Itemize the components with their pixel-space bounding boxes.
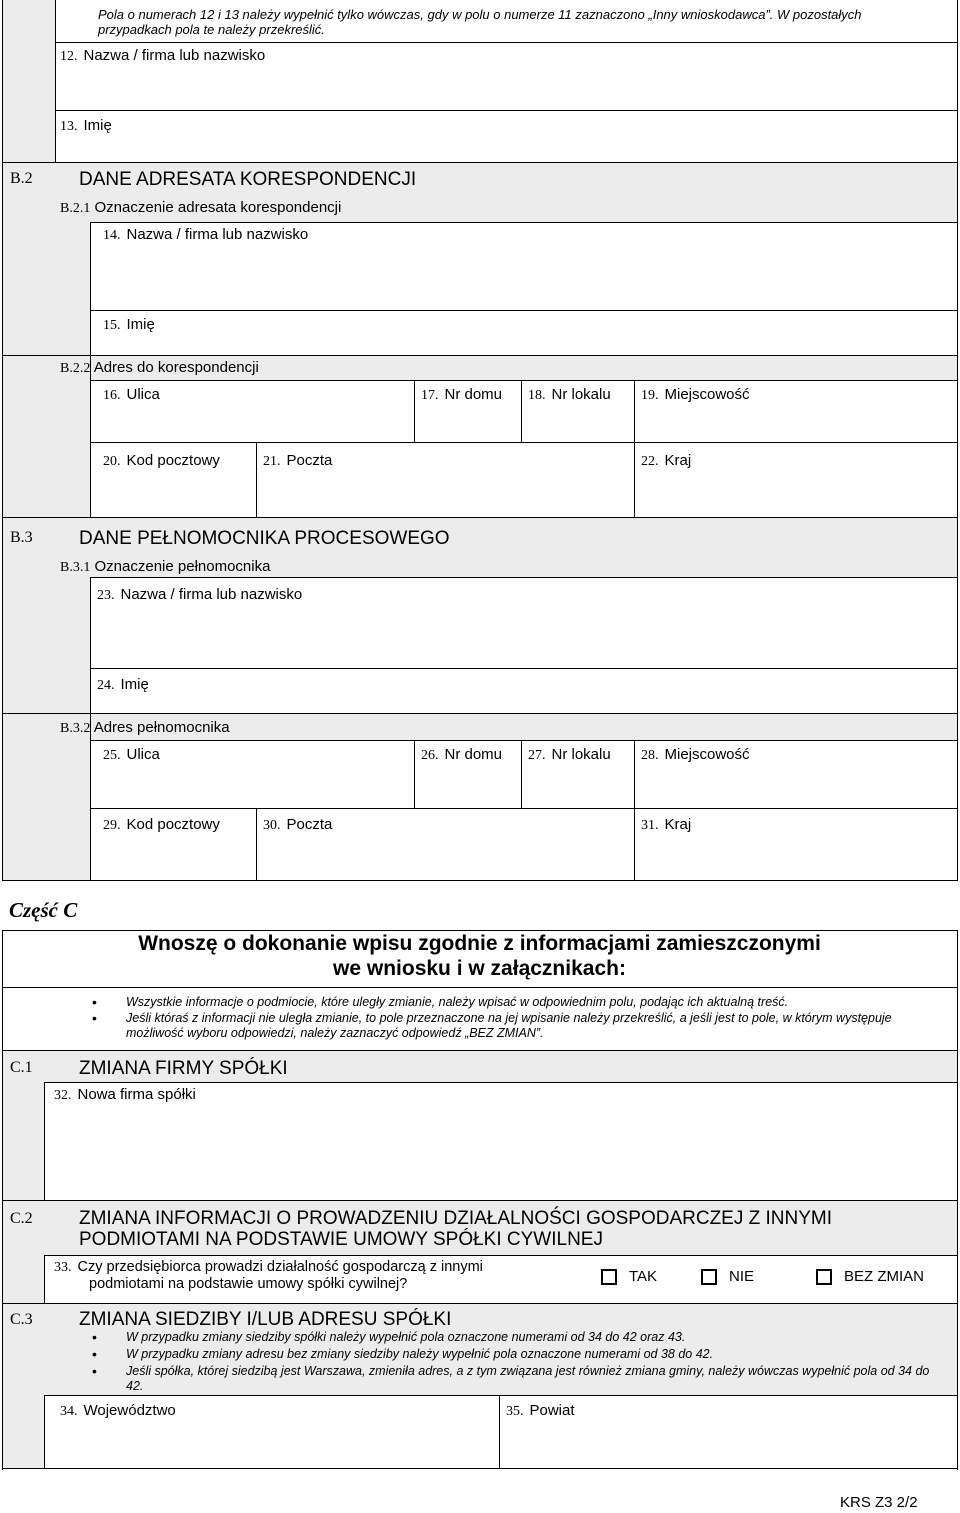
instruction-note: Pola o numerach 12 i 13 należy wypełnić tylko wówczas, gdy w polu o numerze 11 zaznaczono „Inny wnioskodawca”. W pozostałych przypadkach pola te należy przekreślić. xyxy=(98,7,862,37)
field-18[interactable]: 18. Nr lokalu xyxy=(528,386,611,403)
subsection-title: B.3.2 Adres pełnomocnika xyxy=(60,719,230,736)
section-number: C.1 xyxy=(10,1059,33,1076)
subsection-title: B.2.1 Oznaczenie adresata korespondencji xyxy=(60,199,342,216)
field-26[interactable]: 26. Nr domu xyxy=(421,746,503,763)
page-footer: KRS Z3 2/2 xyxy=(840,1494,918,1511)
field-32[interactable]: 32. Nowa firma spółki xyxy=(54,1086,196,1103)
label-column-bg xyxy=(2,1395,44,1468)
section-number: B.3 xyxy=(10,529,33,546)
field-27[interactable]: 27. Nr lokalu xyxy=(528,746,611,763)
part-c-heading: Część C xyxy=(9,898,78,922)
section-number: C.3 xyxy=(10,1311,33,1328)
section-title: DANE ADRESATA KORESPONDENCJI xyxy=(79,169,417,190)
instruction-bullet: • W przypadku zmiany adresu bez zmiany siedziby należy wypełnić pola oznaczone numerami od 38 do 42. xyxy=(126,1347,926,1362)
section-title: DANE PEŁNOMOCNIKA PROCESOWEGO xyxy=(79,528,450,549)
instruction-bullet: • Wszystkie informacje o podmiocie, które uległy zmianie, należy wpisać w odpowiednim polu, podając ich aktualną treść. xyxy=(126,995,926,1010)
field-20[interactable]: 20. Kod pocztowy xyxy=(103,452,220,469)
instruction-bullet: • Jeśli spółka, której siedzibą jest Warszawa, zmieniła adres, a z tym związana jest również zmiana gminy, należy wówczas wypełnić pola od 34 do 42. xyxy=(126,1364,941,1394)
section-title: ZMIANA FIRMY SPÓŁKI xyxy=(79,1058,288,1079)
checkbox-icon[interactable] xyxy=(701,1269,717,1285)
field-23[interactable]: 23. Nazwa / firma lub nazwisko xyxy=(97,586,303,603)
field-14[interactable]: 14. Nazwa / firma lub nazwisko xyxy=(103,226,309,243)
field-15[interactable]: 15. Imię xyxy=(103,316,155,333)
label-column-bg xyxy=(2,1255,44,1303)
field-12[interactable]: 12. Nazwa / firma lub nazwisko xyxy=(60,47,266,64)
field-34[interactable]: 34. Województwo xyxy=(60,1402,176,1419)
instruction-bullet: • W przypadku zmiany siedziby spółki należy wypełnić pola oznaczone numerami od 34 do 42 oraz 43. xyxy=(126,1330,926,1345)
subsection-title: B.3.1 Oznaczenie pełnomocnika xyxy=(60,558,271,575)
option-nie[interactable]: NIE xyxy=(701,1268,754,1285)
field-28[interactable]: 28. Miejscowość xyxy=(641,746,750,763)
section-number: B.2 xyxy=(10,170,33,187)
field-16[interactable]: 16. Ulica xyxy=(103,386,160,403)
field-17[interactable]: 17. Nr domu xyxy=(421,386,503,403)
field-22[interactable]: 22. Kraj xyxy=(641,452,692,469)
field-21[interactable]: 21. Poczta xyxy=(263,452,333,469)
field-29[interactable]: 29. Kod pocztowy xyxy=(103,816,220,833)
part-c-statement: Wnoszę o dokonanie wpisu zgodnie z informacjami zamieszczonymi we wniosku i w załącznikach: xyxy=(138,932,821,980)
label-column-bg xyxy=(2,1082,44,1200)
field-24[interactable]: 24. Imię xyxy=(97,676,149,693)
checkbox-icon[interactable] xyxy=(816,1269,832,1285)
instruction-bullet: • Jeśli któraś z informacji nie uległa zmianie, to pole przeznaczone na jej wpisanie należy przekreślić, a jeśli jest to pole, w którym występuje możliwość wyboru odpowiedzi, należy zaznaczyć odpowiedź „BEZ ZMIAN”. xyxy=(126,1011,936,1041)
field-35[interactable]: 35. Powiat xyxy=(506,1402,575,1419)
subsection-title: B.2.2 Adres do korespondencji xyxy=(60,359,259,376)
field-33: 33. Czy przedsiębiorca prowadzi działalność gospodarczą z innymi podmiotami na podstawie umowy spółki cywilnej? xyxy=(54,1259,483,1292)
section-number: C.2 xyxy=(10,1210,33,1227)
field-13[interactable]: 13. Imię xyxy=(60,117,112,134)
option-bez-zmian[interactable]: BEZ ZMIAN xyxy=(816,1268,924,1285)
option-tak[interactable]: TAK xyxy=(601,1268,657,1285)
field-31[interactable]: 31. Kraj xyxy=(641,816,692,833)
field-19[interactable]: 19. Miejscowość xyxy=(641,386,750,403)
section-title: ZMIANA SIEDZIBY I/LUB ADRESU SPÓŁKI xyxy=(79,1309,452,1330)
label-column-bg xyxy=(2,0,55,162)
field-30[interactable]: 30. Poczta xyxy=(263,816,333,833)
checkbox-icon[interactable] xyxy=(601,1269,617,1285)
section-title: ZMIANA INFORMACJI O PROWADZENIU DZIAŁALNOŚCI GOSPODARCZEJ Z INNYMI PODMIOTAMI NA PODSTAWIE UMOWY SPÓŁKI CYWILNEJ xyxy=(79,1208,833,1250)
field-25[interactable]: 25. Ulica xyxy=(103,746,160,763)
